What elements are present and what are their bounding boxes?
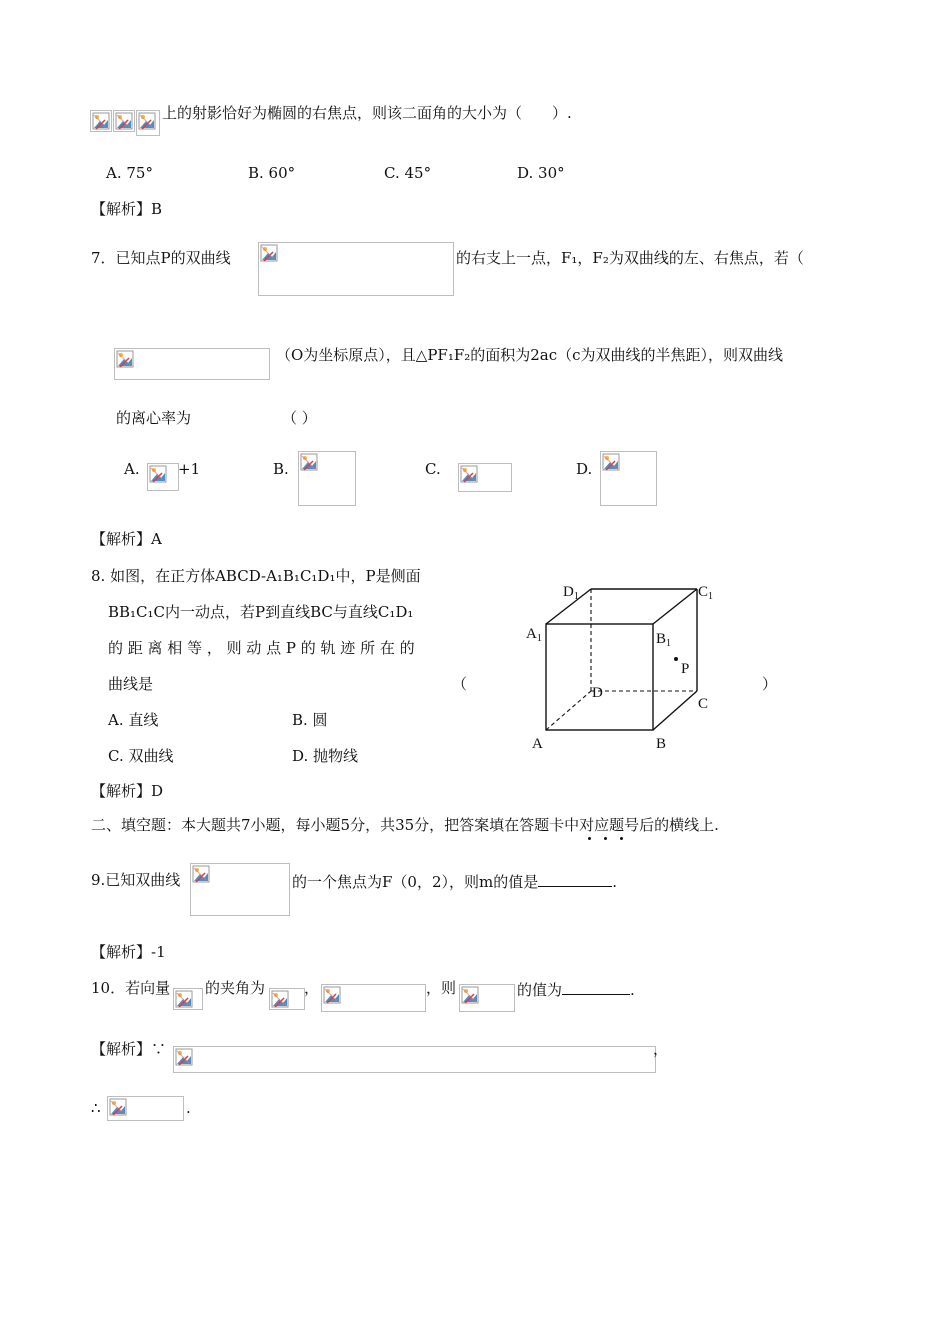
q7-stem-2: 的右支上一点，F₁，F₂为双曲线的左、右焦点，若（ <box>456 249 804 267</box>
broken-image-icon <box>271 990 289 1012</box>
q10-comma-then: ，则 <box>426 979 457 997</box>
answer-blank[interactable] <box>562 978 630 995</box>
formula-image <box>298 451 356 506</box>
broken-image-icon <box>602 453 620 475</box>
broken-image-icon <box>460 465 478 487</box>
formula-image <box>173 1046 656 1073</box>
label-a1: $A_1$ <box>526 626 542 644</box>
broken-image-icon <box>300 453 318 475</box>
formula-image <box>90 110 112 132</box>
q10-stem-2: 的夹角为 <box>205 979 266 997</box>
point-p <box>674 657 678 661</box>
label-b1: $B_1$ <box>656 631 672 649</box>
q8-option-d: D. 抛物线 <box>292 747 359 765</box>
q7-analysis: 【解析】A <box>91 530 162 548</box>
broken-image-icon <box>175 1048 193 1070</box>
q8-stem-4: 曲线是 <box>108 675 154 693</box>
q10-therefore: ∴ <box>91 1099 101 1117</box>
formula-image <box>107 1096 184 1121</box>
q7-stem-4: 的离心率为 <box>116 409 192 427</box>
broken-image-icon <box>138 112 156 134</box>
q8-stem-2: BB₁C₁C内一动点，若P到直线BC与直线C₁D₁ <box>108 603 414 621</box>
formula-image <box>136 110 160 136</box>
q10-analysis-start: 【解析】∵ <box>91 1040 167 1058</box>
q6-option-d: D. 30° <box>517 164 565 182</box>
q6-option-b: B. 60° <box>248 164 296 182</box>
q6-analysis: 【解析】B <box>91 200 163 218</box>
label-d1: $D_1$ <box>563 584 579 602</box>
q7-option-b-label: B. <box>273 460 289 478</box>
q7-option-c-label: C. <box>425 460 441 478</box>
formula-image <box>190 863 290 916</box>
broken-image-icon <box>461 986 479 1008</box>
q7-option-a-label: A. <box>124 460 140 478</box>
broken-image-icon <box>260 244 278 266</box>
q9-stem-1: 9.已知双曲线 <box>91 871 181 889</box>
label-a: A <box>532 736 543 752</box>
q8-option-b: B. 圆 <box>292 711 328 729</box>
q10-stem-3: 的值为 . <box>517 978 635 1000</box>
q10-period: . <box>186 1099 191 1117</box>
formula-image <box>114 348 270 380</box>
q8-option-a: A. 直线 <box>108 711 159 729</box>
formula-image <box>600 451 657 506</box>
q7-option-d-label: D. <box>576 460 593 478</box>
broken-image-icon <box>109 1098 127 1120</box>
broken-image-icon <box>116 350 134 372</box>
q8-stem-1: 8. 如图，在正方体ABCD-A₁B₁C₁D₁中，P是侧面 <box>91 567 421 585</box>
formula-image <box>258 242 454 296</box>
formula-image <box>321 984 426 1012</box>
cube-figure <box>520 580 760 760</box>
label-c: C <box>698 696 709 712</box>
emphasis-dot <box>588 837 591 840</box>
section-2-heading: 二、填空题：本大题共7小题，每小题5分，共35分，把答案填在答题卡中对应题号后的横线上. <box>91 816 719 834</box>
formula-image <box>459 984 515 1012</box>
q9-stem-2: 的一个焦点为F（0，2），则m的值是 . <box>292 870 617 892</box>
q6-option-c: C. 45° <box>384 164 432 182</box>
label-p: P <box>681 661 690 677</box>
q10-comma: ， <box>304 979 320 997</box>
q6-option-a: A. 75° <box>106 164 153 182</box>
q7-stem-1: 7．已知点P的双曲线 <box>91 249 231 267</box>
q6-stem: 上的射影恰好为椭圆的右焦点，则该二面角的大小为（ ）. <box>162 104 572 122</box>
formula-image <box>458 463 512 492</box>
label-b: B <box>656 736 667 752</box>
q7-paren: （ ） <box>282 409 317 427</box>
answer-blank[interactable] <box>538 870 612 887</box>
broken-image-icon <box>175 990 193 1012</box>
formula-image <box>269 988 305 1010</box>
q8-stem-3: 的 距 离 相 等 ， 则 动 点 P 的 轨 迹 所 在 的 <box>108 639 415 657</box>
broken-image-icon <box>323 986 341 1008</box>
broken-image-icon <box>92 112 110 134</box>
broken-image-icon <box>192 865 210 887</box>
broken-image-icon <box>149 465 167 487</box>
q8-paren-open: （ <box>452 675 468 693</box>
emphasis-dot <box>604 837 607 840</box>
formula-image <box>113 110 135 132</box>
q7-stem-3: （O为坐标原点），且△PF₁F₂的面积为2ac（c为双曲线的半焦距），则双曲线 <box>276 346 784 364</box>
q8-option-c: C. 双曲线 <box>108 747 174 765</box>
formula-image <box>147 463 179 491</box>
q9-analysis: 【解析】-1 <box>91 943 166 961</box>
q7-option-a-tail: +1 <box>178 460 201 478</box>
emphasis-dot <box>620 837 623 840</box>
label-c1: $C_1$ <box>698 584 714 602</box>
q10-analysis-end: ， <box>653 1040 669 1058</box>
q8-paren-close: ） <box>762 675 778 693</box>
label-d: D <box>592 685 603 701</box>
q8-analysis: 【解析】D <box>91 782 164 800</box>
broken-image-icon <box>115 112 133 134</box>
q10-stem-1: 10．若向量 <box>91 979 171 997</box>
formula-image <box>173 988 203 1010</box>
